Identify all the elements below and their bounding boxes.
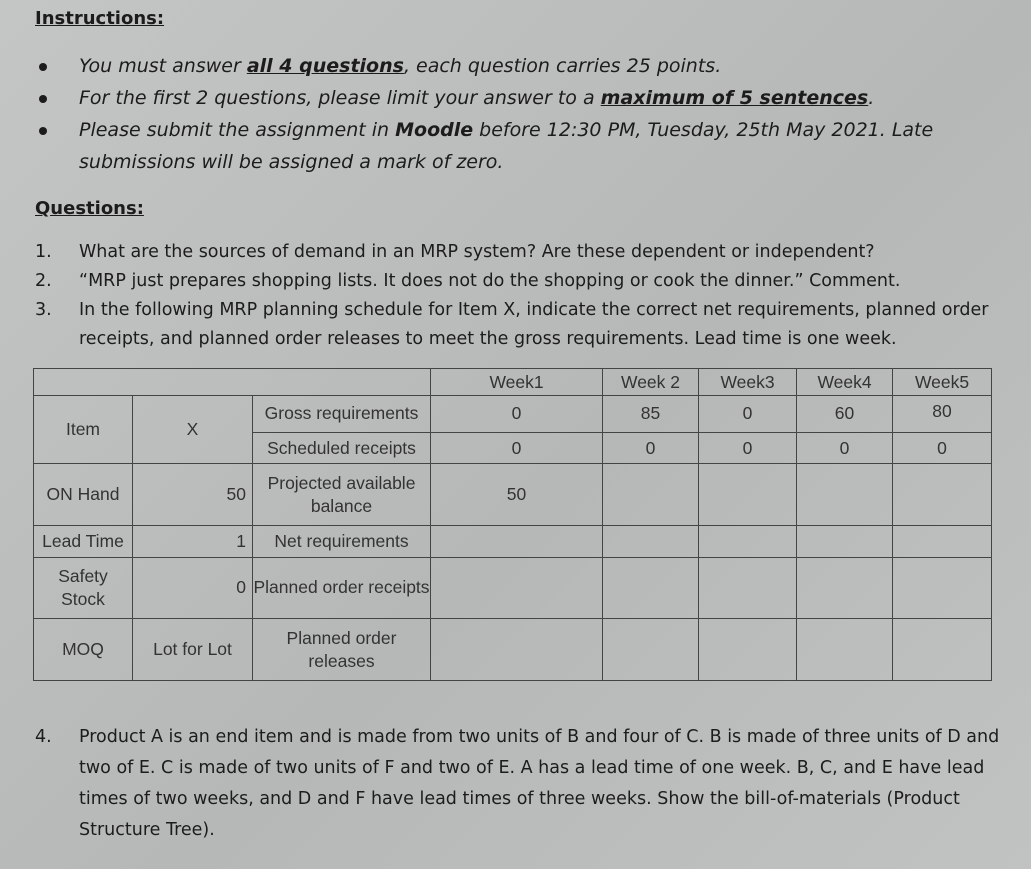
mrp-schedule-table [33, 368, 992, 681]
table-cell [431, 526, 603, 558]
instruction-emphasis: all 4 questions [246, 55, 404, 77]
week-header-row [34, 369, 992, 396]
table-cell [603, 557, 699, 619]
safety-stock-value: 0 [133, 557, 253, 619]
table-cell [893, 526, 992, 558]
instruction-emphasis: maximum of 5 sentences [600, 87, 869, 109]
table-cell [603, 619, 699, 681]
week-header: Week5 [893, 369, 992, 396]
row-label: Planned order receipts [253, 557, 431, 619]
table-cell: 0 [431, 432, 603, 464]
instruction-text: Please submit the assignment in [79, 119, 396, 141]
table-cell: 0 [431, 396, 603, 433]
questions-list [35, 238, 1015, 354]
moq-value: Lot for Lot [133, 619, 253, 681]
row-label: Gross requirements [253, 396, 431, 433]
lead-time-value: 1 [133, 526, 253, 558]
table-cell [797, 464, 893, 526]
table-cell [699, 557, 797, 619]
table-cell: 80 [893, 396, 992, 433]
question-number: 2. [35, 271, 52, 291]
table-cell: 0 [797, 432, 893, 464]
question-text: What are the sources of demand in an MRP system? Are these dependent or independent? [79, 242, 875, 262]
table-cell [603, 464, 699, 526]
question-item [35, 267, 1015, 296]
table-cell [699, 464, 797, 526]
row-label: Planned order releases [253, 619, 431, 681]
instruction-text: , each question carries 25 points. [403, 55, 722, 77]
net-requirements-row [34, 526, 992, 558]
table-cell: 50 [431, 464, 603, 526]
instruction-item [35, 50, 995, 82]
gross-requirements-row [34, 396, 992, 433]
table-cell [893, 557, 992, 619]
table-cell: 0 [893, 432, 992, 464]
instructions-list [35, 50, 995, 178]
projected-balance-row [34, 464, 992, 526]
moq-label: MOQ [34, 619, 133, 681]
week-header: Week 2 [603, 369, 699, 396]
item-label: Item [34, 396, 133, 464]
bullet-icon [39, 127, 47, 135]
question-item [35, 296, 1015, 354]
table-cell: 60 [797, 396, 893, 433]
item-value: X [133, 396, 253, 464]
question-number: 3. [35, 300, 52, 320]
planned-order-receipts-row [34, 557, 992, 619]
question-item [35, 238, 1015, 267]
table-cell [797, 526, 893, 558]
instruction-emphasis: Moodle [395, 119, 474, 141]
table-cell [603, 526, 699, 558]
bullet-icon [39, 63, 47, 71]
table-cell [797, 619, 893, 681]
table-cell: 0 [603, 432, 699, 464]
on-hand-label: ON Hand [34, 464, 133, 526]
lead-time-label: Lead Time [34, 526, 133, 558]
table-cell [893, 619, 992, 681]
question-4 [35, 722, 1025, 846]
instruction-text: . [868, 87, 875, 109]
bullet-icon [39, 95, 47, 103]
instruction-item [35, 114, 995, 178]
week-header: Week1 [431, 369, 603, 396]
safety-stock-label: Safety Stock [34, 557, 133, 619]
blank-header-cell [34, 369, 431, 396]
question-number: 4. [35, 727, 52, 747]
on-hand-value: 50 [133, 464, 253, 526]
table-cell: 85 [603, 396, 699, 433]
instruction-text: For the first 2 questions, please limit your answer to a [79, 87, 601, 109]
week-header: Week4 [797, 369, 893, 396]
table-cell [431, 557, 603, 619]
instruction-item [35, 82, 995, 114]
table-cell [699, 619, 797, 681]
instruction-text: You must answer [79, 55, 247, 77]
row-label: Scheduled receipts [253, 432, 431, 464]
table-cell [893, 464, 992, 526]
week-header: Week3 [699, 369, 797, 396]
table-cell [699, 526, 797, 558]
instruction-text: before 12:30 PM, Tuesday, 25th May 2021. Late submissions will be assigned a mark of zero. [79, 119, 934, 173]
question-text: In the following MRP planning schedule for Item X, indicate the correct net requirements, planned order receipts, and planned order releases to meet the gross requirements. Lead time is one week. [79, 300, 989, 349]
table-cell: 0 [699, 432, 797, 464]
table-cell [797, 557, 893, 619]
table-cell [431, 619, 603, 681]
question-text: Product A is an end item and is made from two units of B and four of C. B is made of three units of D and two of E. C is made of two units of F and two of E. A has a lead time of one week. B, C, and E have lead times of two weeks, and D and F have lead times of three weeks. Show the bill-of-materials (Product Structure Tree). [79, 727, 1000, 840]
row-label: Projected available balance [253, 464, 431, 526]
questions-heading: Questions: [35, 198, 144, 219]
table-cell: 0 [699, 396, 797, 433]
row-label: Net requirements [253, 526, 431, 558]
question-number: 1. [35, 242, 52, 262]
question-text: “MRP just prepares shopping lists. It does not do the shopping or cook the dinner.” Comment. [79, 271, 901, 291]
question-item [35, 722, 1025, 846]
planned-order-releases-row [34, 619, 992, 681]
instructions-heading: Instructions: [35, 8, 165, 29]
